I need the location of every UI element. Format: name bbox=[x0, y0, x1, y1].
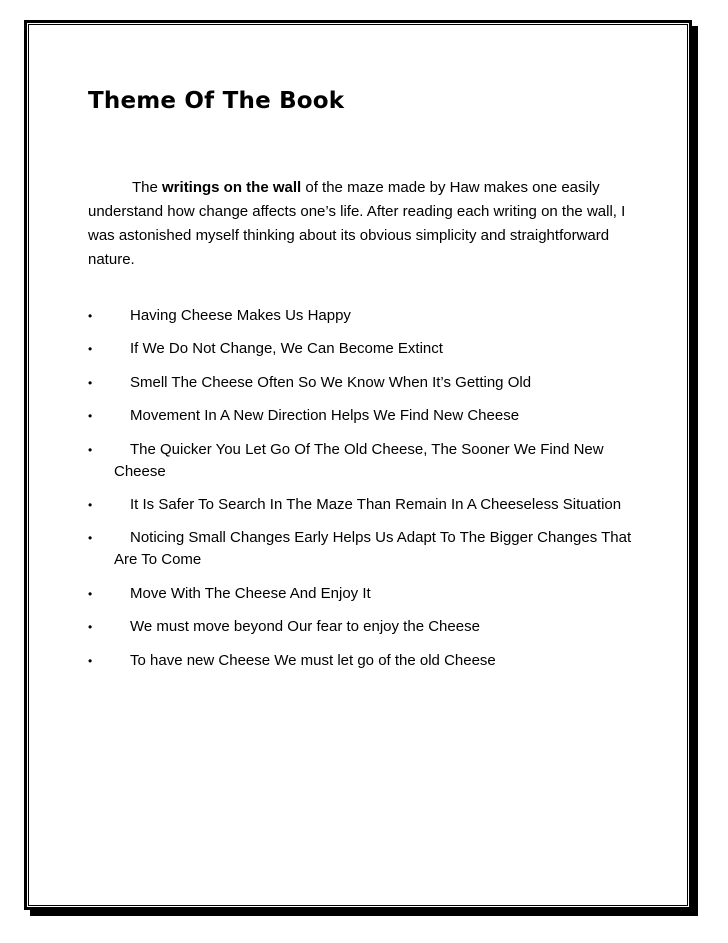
list-item-text: If We Do Not Change, We Can Become Extinct bbox=[130, 340, 443, 358]
list-item bbox=[88, 405, 648, 427]
bullet-icon: • bbox=[88, 442, 93, 457]
list-item-text: To have new Cheese We must let go of the old Cheese bbox=[130, 651, 496, 669]
bullet-list bbox=[88, 305, 648, 683]
intro-prefix: The bbox=[132, 179, 163, 196]
list-item bbox=[88, 616, 648, 638]
list-item-text: Having Cheese Makes Us Happy bbox=[130, 307, 351, 324]
list-item bbox=[88, 494, 648, 516]
list-item-text: It Is Safer To Search In The Maze Than Remain In A Cheeseless Situation bbox=[130, 495, 622, 513]
page-shadow-bottom bbox=[30, 910, 698, 916]
intro-paragraph bbox=[88, 176, 648, 272]
intro-emphasis: writings on the wall bbox=[162, 179, 302, 196]
bullet-icon: • bbox=[88, 309, 93, 323]
list-item-text: Smell The Cheese Often So We Know When It’s Getting Old bbox=[130, 373, 532, 391]
bullet-icon: • bbox=[88, 409, 93, 424]
list-item bbox=[88, 338, 648, 360]
bullet-icon: • bbox=[88, 342, 93, 357]
list-item bbox=[88, 305, 648, 327]
list-item bbox=[88, 650, 648, 672]
bullet-icon: • bbox=[88, 375, 93, 390]
list-item-text: We must move beyond Our fear to enjoy the Cheese bbox=[130, 618, 480, 636]
list-item-text: Move With The Cheese And Enjoy It bbox=[130, 584, 371, 602]
list-item bbox=[88, 583, 648, 605]
bullet-icon: • bbox=[88, 620, 93, 635]
intro-suffix: of the maze made by Haw makes one easily understand how change affects one’s life. After reading each writing on the wall, I was astonished myself thinking about its obvious simplicity and straightforward nature. bbox=[88, 179, 626, 268]
page-shadow-right bbox=[692, 26, 698, 916]
list-item-text: The Quicker You Let Go Of The Old Cheese, The Sooner We Find New Cheese bbox=[114, 440, 604, 480]
list-item bbox=[88, 439, 648, 483]
list-item-text: Movement In A New Direction Helps We Find New Cheese bbox=[130, 407, 520, 425]
list-item-text: Noticing Small Changes Early Helps Us Adapt To The Bigger Changes That Are To Come bbox=[114, 529, 632, 569]
bullet-icon: • bbox=[88, 531, 93, 546]
page-title: Theme Of The Book bbox=[88, 88, 345, 114]
list-item bbox=[88, 527, 648, 571]
list-item bbox=[88, 372, 648, 394]
bullet-icon: • bbox=[88, 586, 93, 601]
bullet-icon: • bbox=[88, 497, 93, 512]
bullet-icon: • bbox=[88, 653, 93, 668]
